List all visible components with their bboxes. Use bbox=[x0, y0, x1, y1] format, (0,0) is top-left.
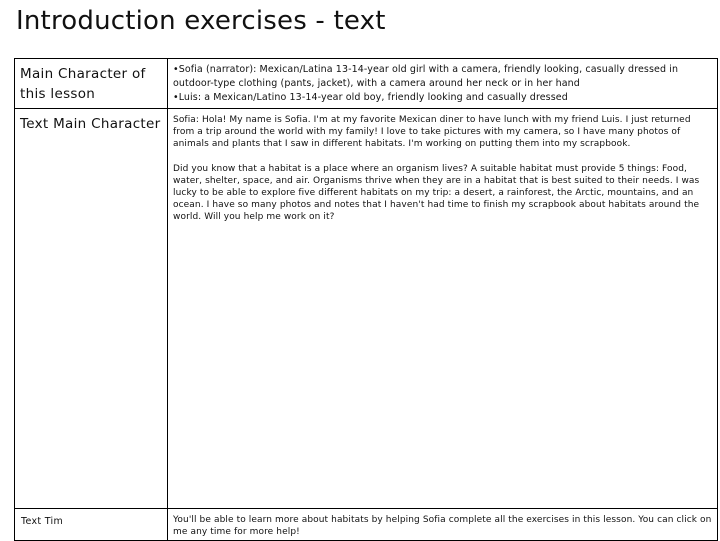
table-row-text-tim bbox=[15, 509, 718, 541]
table-row-main-character bbox=[15, 59, 718, 109]
character-bullet-luis: •Luis: a Mexican/Latino 13-14-year old boy, friendly looking and casually dressed bbox=[173, 92, 568, 103]
lesson-text-table bbox=[14, 58, 718, 541]
row-content-text-main-character bbox=[168, 109, 718, 509]
table-row-text-main-character bbox=[15, 109, 718, 509]
row-content-main-character bbox=[168, 59, 718, 109]
character-bullet-sofia: •Sofia (narrator): Mexican/Latina 13-14-year old girl with a camera, friendly looking, casually dressed in outdoor-type clothing (pants, jacket), with a camera around her neck or in her hand bbox=[173, 64, 679, 89]
row-label-main-character: Main Character of this lesson bbox=[15, 59, 168, 109]
habitat-paragraph: Did you know that a habitat is a place where an organism lives? A suitable habitat must provide 5 things: Food, water, shelter, space, and air. Organisms thrive when they are in a habitat that is best suited to their needs. I was lucky to be able to explore five different habitats on my trip: a desert, a rainforest, the Arctic, mountains, and an ocean. I have so many photos and notes that I haven't had time to finish my scrapbook about habitats around the world. Will you help me work on it? bbox=[173, 164, 700, 222]
row-label-text-main-character: Text Main Character bbox=[15, 109, 168, 509]
row-content-text-tim: You'll be able to learn more about habitats by helping Sofia complete all the exercises in this lesson. You can click on me any time for more help! bbox=[168, 509, 718, 541]
row-label-text-tim: Text Tim bbox=[15, 509, 168, 541]
page-title: Introduction exercises - text bbox=[16, 6, 386, 36]
sofia-intro-paragraph: Sofia: Hola! My name is Sofia. I'm at my favorite Mexican diner to have lunch with my friend Luis. I just returned from a trip around the world with my family! I love to take pictures with my camera, so I have many photos of animals and plants that I saw in different habitats. I'm working on putting them into my scrapbook. bbox=[173, 115, 691, 149]
